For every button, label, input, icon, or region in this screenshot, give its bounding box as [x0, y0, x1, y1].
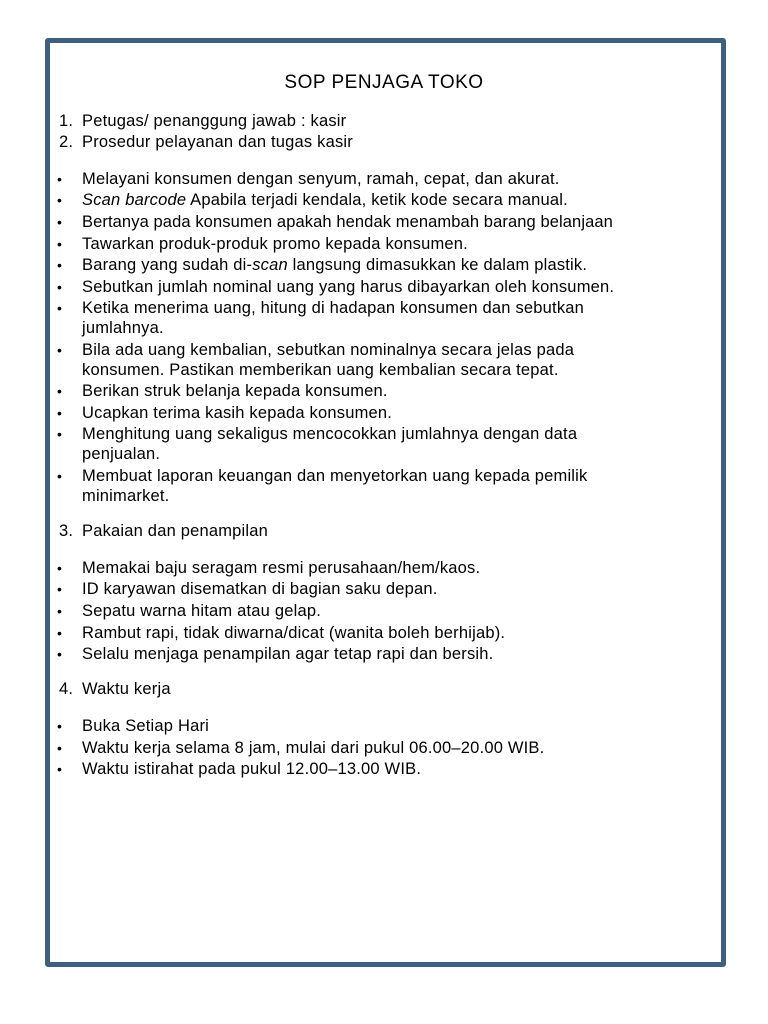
bullet-icon: •: [57, 603, 63, 619]
bullet-icon: •: [57, 426, 63, 442]
bullet-icon: •: [57, 560, 63, 576]
bullet-icon: •: [57, 300, 63, 316]
bullet-icon: •: [57, 192, 63, 208]
section-number: 4.: [59, 680, 74, 698]
bullet-icon: •: [57, 236, 63, 252]
bullet-icon: •: [57, 383, 63, 399]
bullet-icon: •: [57, 646, 63, 662]
section-heading: Pakaian dan penampilan: [82, 522, 269, 540]
bullet-icon: •: [57, 625, 63, 641]
section-number: 1.: [59, 112, 74, 130]
bullet-icon: •: [57, 718, 63, 734]
section-number: 2.: [59, 133, 74, 151]
bullet-icon: •: [57, 468, 63, 484]
section-heading: Petugas/ penanggung jawab : kasir: [82, 112, 347, 130]
bullet-icon: •: [57, 279, 63, 295]
bullet-icon: •: [57, 171, 63, 187]
bullet-icon: •: [57, 405, 63, 421]
bullet-icon: •: [57, 761, 63, 777]
document-page: SOP PENJAGA TOKO 1. Petugas/ penanggung jawab : kasir 2. Prosedur pelayanan dan tugas kasir • Melayani konsumen dengan senyum, ramah, cepat, dan akurat. • Scan barcode Apabila terjadi kendala, ketik kode secara manual. • Bertanya pada konsumen apakah hendak menambah barang belanjaan • Tawarkan produk-produk promo kepada konsumen. • Barang yang sudah di-scan langsung dimasukkan ke dalam plastik. • Sebutkan jumlah nominal uang yang harus dibayarkan oleh konsumen. • Ketika menerima uang, hitung di hadapan konsumen dan sebutkan jumlahnya. • Bila ada uang kembalian, sebutkan nominalnya secara jelas pada konsumen. Pastikan memberikan uang kembalian secara tepat. • Berikan struk belanja kepada konsumen. • Ucapkan terima kasih kepada konsumen. • Menghitung uang sekaligus mencocokkan jumlahnya dengan data penjualan. • Membuat laporan keuangan dan menyetorkan uang kepada pemilik minimarket. 3. Pakaian dan penampilan • Memakai baju seragam resmi perusahaan/hem/kaos. • ID karyawan disematkan di bagian saku depan. • Sepatu warna hitam atau gelap. • Rambut rapi, tidak diwarna/dicat (wanita boleh berhijab). • Selalu menjaga penampilan agar tetap rapi dan bersih. 4. Waktu kerja • Buka Setiap Hari • Waktu kerja selama 8 jam, mulai dari pukul 06.00–20.00 WIB. • Waktu istirahat pada pukul 12.00–13.00 WIB.: [0, 0, 768, 1024]
bullet-icon: •: [57, 581, 63, 597]
section-heading: Waktu kerja: [82, 680, 171, 698]
bullet-icon: •: [57, 740, 63, 756]
section-number: 3.: [59, 522, 74, 540]
bullet-icon: •: [57, 342, 63, 358]
bullet-icon: •: [57, 214, 63, 230]
bullet-icon: •: [57, 257, 63, 273]
document-title: SOP PENJAGA TOKO: [284, 72, 484, 93]
section-heading: Prosedur pelayanan dan tugas kasir: [82, 133, 353, 151]
